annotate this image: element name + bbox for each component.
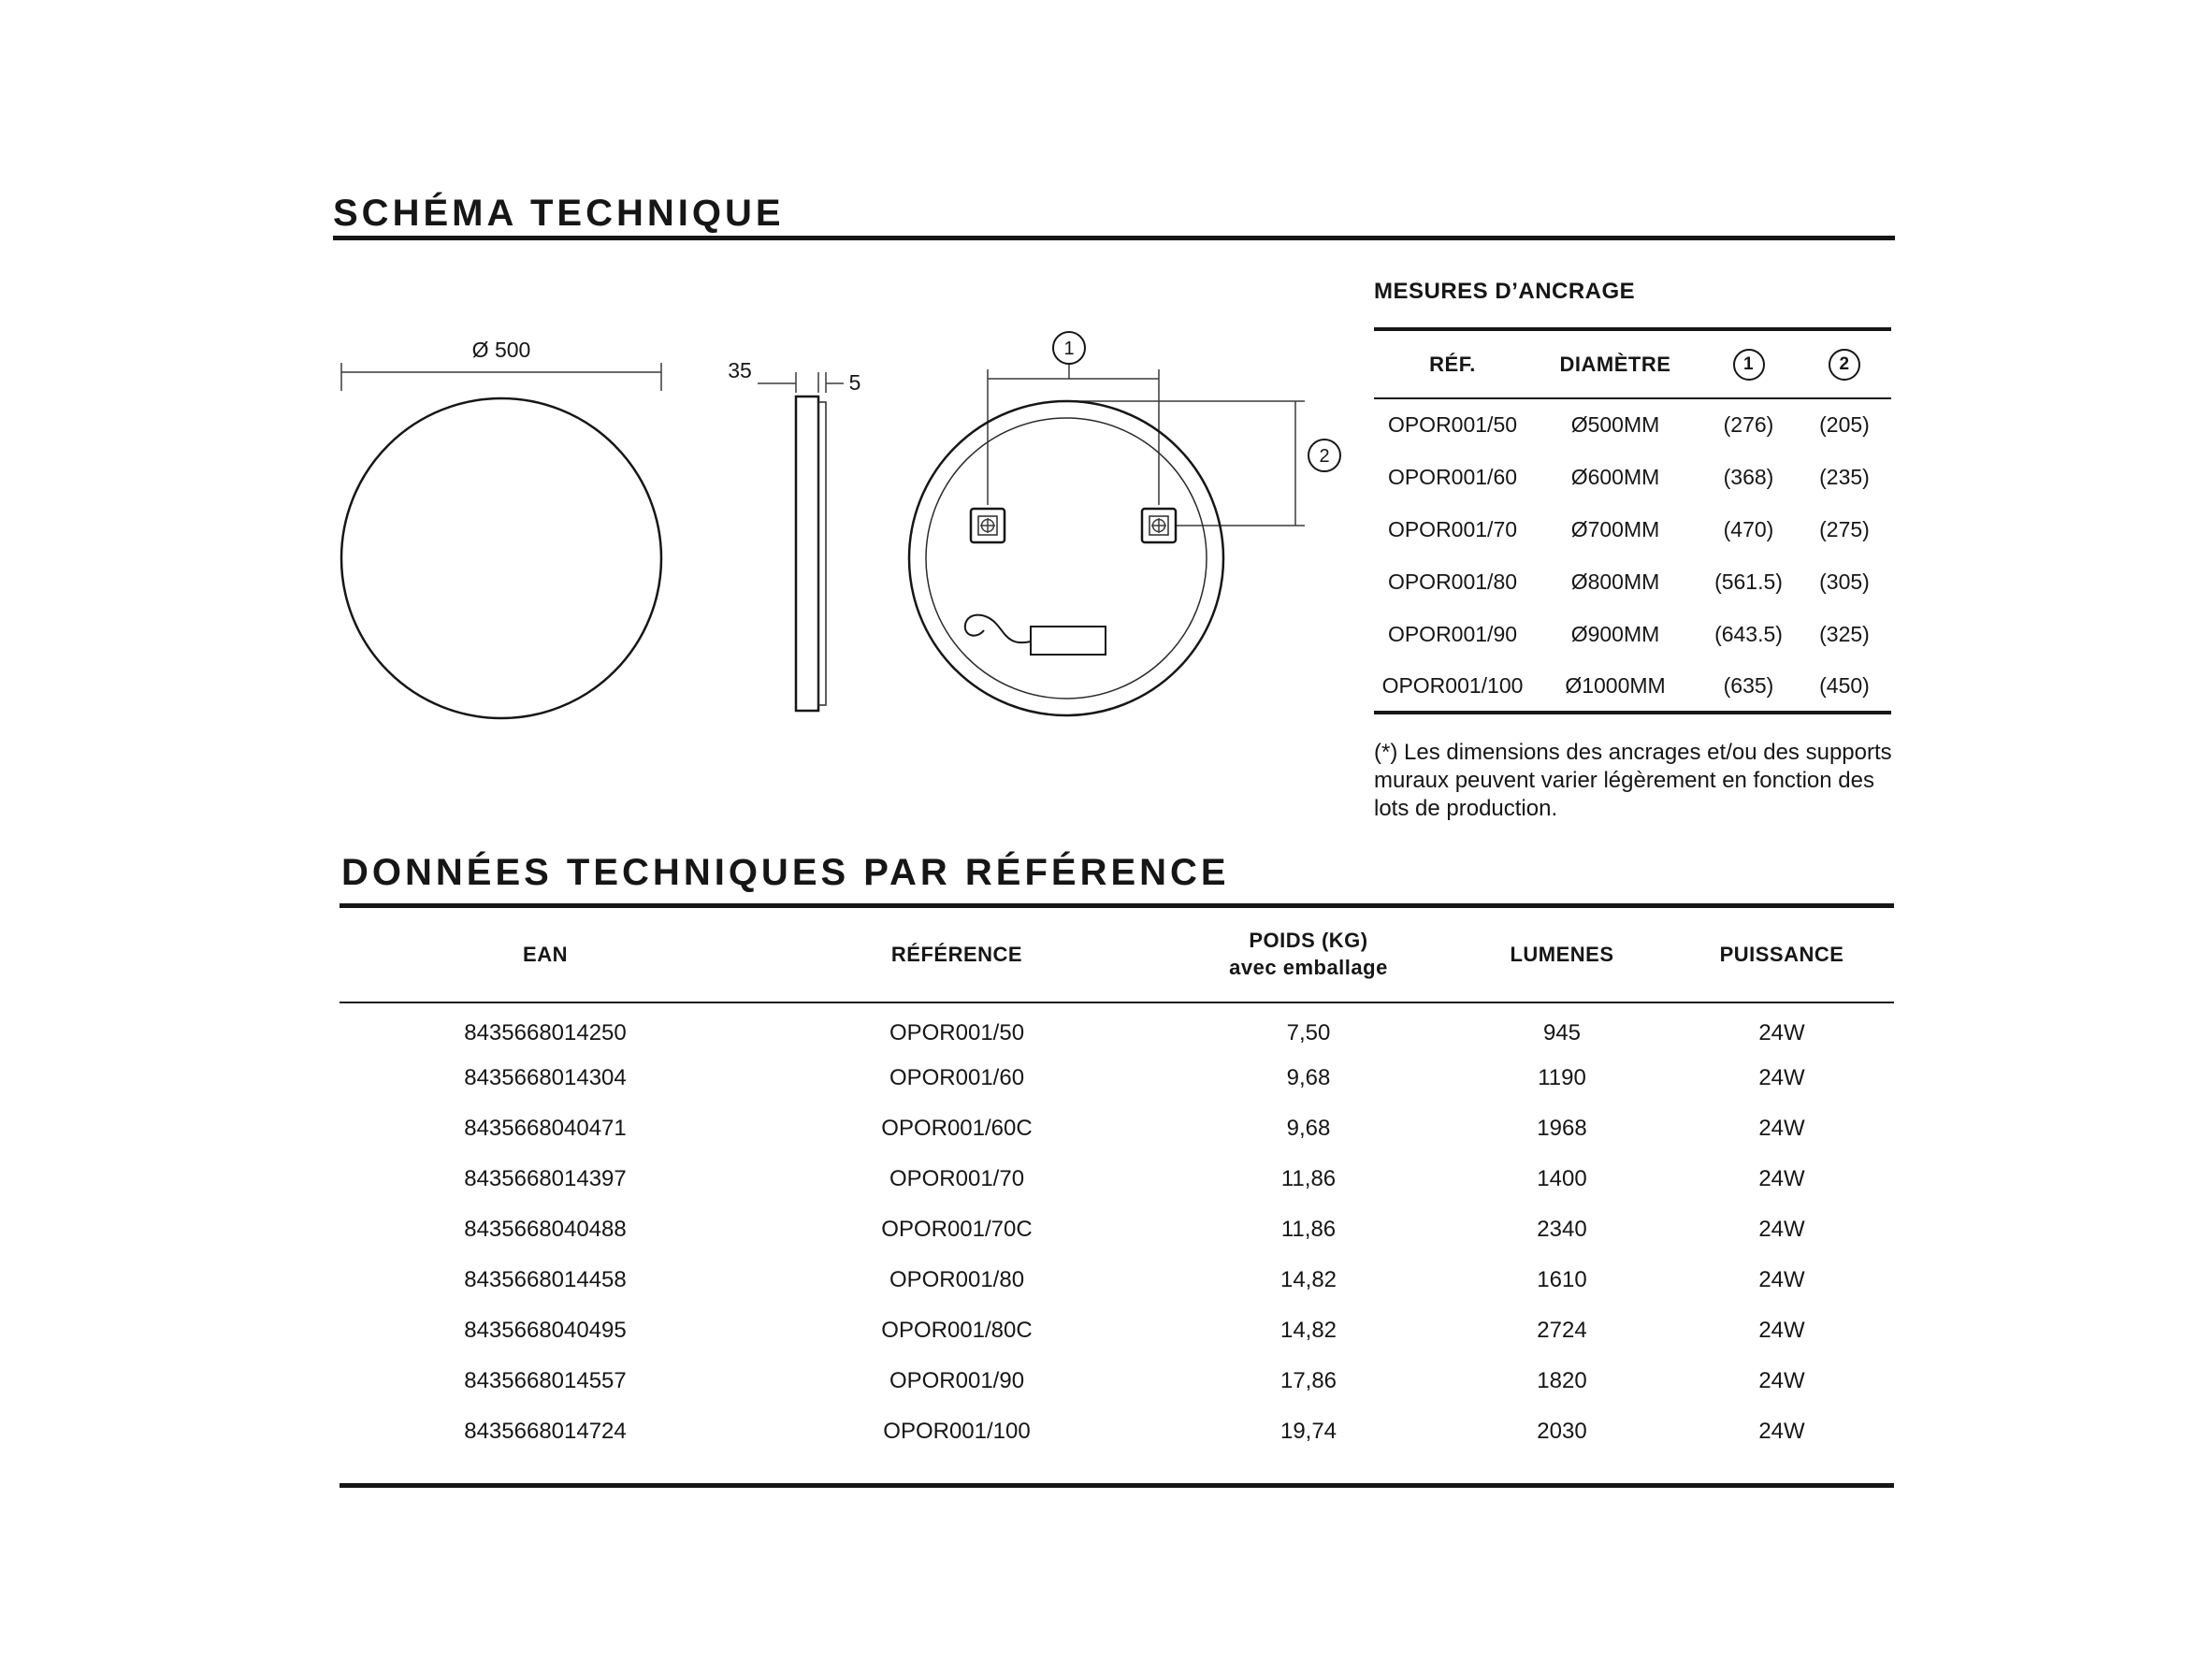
reference-cell: OPOR001/90	[889, 1368, 1025, 1393]
weight-cell: 17,86	[1279, 1368, 1337, 1393]
reference-cell: OPOR001/80C	[881, 1318, 1033, 1343]
col-header-ean: EAN	[340, 908, 751, 1002]
callout-1-label: 1	[1063, 339, 1075, 359]
col-header-poids-line2: avec emballage	[1229, 956, 1388, 979]
lumens-cell: 1610	[1537, 1267, 1587, 1292]
power-cell: 24W	[1758, 1065, 1805, 1090]
anchor-bracket-right	[1142, 509, 1176, 542]
side-depth-label: 35	[728, 358, 752, 382]
section-title-schema-technique: SCHÉMA TECHNIQUE	[333, 193, 785, 234]
table-row	[1374, 608, 1891, 660]
front-diameter-label: Ø 500	[471, 338, 531, 362]
dim1-cell: (561.5)	[1714, 569, 1783, 594]
weight-cell: 11,86	[1280, 1166, 1337, 1191]
ref-cell: OPOR001/50	[1387, 412, 1518, 437]
ean-cell: 8435668014458	[464, 1267, 627, 1292]
dim1-cell: (276)	[1723, 412, 1774, 437]
anchor-col-1	[1699, 329, 1798, 398]
dim2-cell: (450)	[1819, 672, 1870, 698]
ean-cell: 8435668040495	[464, 1318, 627, 1343]
lumens-cell: 2030	[1537, 1419, 1587, 1444]
table-row	[340, 1255, 1894, 1305]
weight-cell: 9,68	[1286, 1065, 1331, 1090]
ean-cell: 8435668014557	[464, 1368, 627, 1393]
lumens-cell: 1400	[1537, 1166, 1587, 1191]
table-row	[340, 1103, 1894, 1154]
back-view-inner-circle	[926, 418, 1207, 699]
side-glass-label: 5	[848, 370, 861, 395]
callout-2-label: 2	[1319, 446, 1330, 467]
power-cell: 24W	[1758, 1217, 1805, 1242]
reference-cell: OPOR001/100	[883, 1419, 1031, 1444]
lumens-cell: 1968	[1537, 1116, 1587, 1141]
technical-drawing	[318, 309, 1403, 776]
table-row	[1374, 555, 1891, 608]
anchor-measures-block	[1374, 279, 1891, 714]
dim2-cell: (325)	[1819, 621, 1870, 646]
dim2-cell: (235)	[1819, 464, 1870, 489]
ean-cell: 8435668014397	[464, 1166, 627, 1191]
table-row	[340, 1305, 1894, 1356]
dim1-cell: (368)	[1723, 464, 1774, 489]
lumens-cell: 2340	[1537, 1217, 1587, 1242]
ref-cell: OPOR001/100	[1381, 672, 1524, 698]
ref-cell: OPOR001/90	[1387, 621, 1518, 646]
callout-2-badge: 2	[1829, 349, 1860, 381]
weight-cell: 9,68	[1286, 1116, 1331, 1141]
diameter-cell: Ø600MM	[1570, 464, 1660, 489]
col-header-poids	[1163, 908, 1454, 1002]
lumens-cell: 1820	[1537, 1368, 1587, 1393]
dim1-cell: (470)	[1723, 516, 1774, 541]
table-row	[340, 1406, 1894, 1457]
ref-cell: OPOR001/70	[1387, 516, 1518, 541]
reference-cell: OPOR001/50	[889, 1019, 1025, 1045]
power-cell: 24W	[1758, 1419, 1805, 1444]
table-row	[340, 1204, 1894, 1255]
power-cell: 24W	[1758, 1116, 1805, 1141]
ean-cell: 8435668014250	[464, 1019, 627, 1045]
tech-table-header-row	[340, 908, 1894, 1002]
diameter-cell: Ø700MM	[1570, 516, 1660, 541]
reference-cell: OPOR001/80	[889, 1267, 1025, 1292]
table-row	[340, 1356, 1894, 1406]
table-row	[340, 1154, 1894, 1204]
table-row	[1374, 660, 1891, 713]
weight-cell: 19,74	[1279, 1419, 1337, 1444]
diameter-cell: Ø900MM	[1570, 621, 1660, 646]
table-row	[1374, 503, 1891, 555]
anchor-col-2	[1798, 329, 1891, 398]
table-row	[1374, 451, 1891, 503]
lumens-cell: 945	[1542, 1019, 1582, 1045]
anchor-measures-table	[1374, 327, 1891, 714]
table-row	[1374, 398, 1891, 451]
back-view-outer-circle	[909, 401, 1223, 715]
weight-cell: 14,82	[1279, 1318, 1337, 1343]
power-cable	[965, 615, 1031, 643]
dim2-cell: (275)	[1819, 516, 1870, 541]
ean-cell: 8435668040488	[464, 1217, 627, 1242]
diameter-cell: Ø1000MM	[1565, 672, 1666, 698]
anchor-bracket-left	[971, 509, 1005, 542]
col-header-reference: RÉFÉRENCE	[751, 908, 1163, 1002]
ref-cell: OPOR001/80	[1387, 569, 1518, 594]
anchor-measures-title: MESURES D’ANCRAGE	[1374, 279, 1636, 304]
power-cell: 24W	[1758, 1019, 1805, 1045]
ean-cell: 8435668014304	[464, 1065, 627, 1090]
driver-box	[1031, 627, 1106, 655]
lumens-cell: 2724	[1537, 1318, 1587, 1343]
reference-cell: OPOR001/70	[889, 1166, 1025, 1191]
callout-1-badge: 1	[1733, 349, 1765, 381]
power-cell: 24W	[1758, 1318, 1805, 1343]
dim2-cell: (305)	[1819, 569, 1870, 594]
weight-cell: 7,50	[1286, 1019, 1331, 1045]
anchor-footnote: (*) Les dimensions des ancrages et/ou des supports muraux peuvent varier légèrement en fonction des lots de production.	[1374, 740, 1892, 821]
front-view-circle	[341, 398, 661, 718]
reference-cell: OPOR001/60	[889, 1065, 1025, 1090]
diameter-cell: Ø500MM	[1570, 412, 1660, 437]
col-header-lumenes: LUMENES	[1454, 908, 1670, 1002]
ref-cell: OPOR001/60	[1387, 464, 1518, 489]
technical-data-table	[340, 908, 1894, 1457]
dim2-cell: (205)	[1819, 412, 1870, 437]
power-cell: 24W	[1758, 1368, 1805, 1393]
ean-cell: 8435668014724	[464, 1419, 627, 1444]
technical-data-block	[340, 903, 1894, 1488]
power-cell: 24W	[1758, 1166, 1805, 1191]
diameter-cell: Ø800MM	[1570, 569, 1660, 594]
weight-cell: 11,86	[1280, 1217, 1337, 1242]
dim1-cell: (635)	[1723, 672, 1774, 698]
dim1-cell: (643.5)	[1714, 621, 1783, 646]
col-header-puissance: PUISSANCE	[1670, 908, 1894, 1002]
anchor-col-diameter: DIAMÈTRE	[1531, 329, 1699, 398]
lumens-cell: 1190	[1538, 1065, 1586, 1090]
power-cell: 24W	[1758, 1267, 1805, 1292]
section-title-donnees-techniques: DONNÉES TECHNIQUES PAR RÉFÉRENCE	[341, 852, 1230, 893]
ean-cell: 8435668040471	[464, 1116, 627, 1141]
section1-rule	[333, 236, 1895, 240]
table-row	[340, 1053, 1894, 1103]
reference-cell: OPOR001/70C	[881, 1217, 1033, 1242]
table-row	[340, 1002, 1894, 1053]
anchor-table-header-row	[1374, 329, 1891, 398]
side-profile-frame	[796, 396, 818, 711]
weight-cell: 14,82	[1279, 1267, 1337, 1292]
col-header-poids-line1: POIDS (KG)	[1249, 929, 1368, 953]
anchor-col-ref: RÉF.	[1374, 329, 1531, 398]
reference-cell: OPOR001/60C	[881, 1116, 1033, 1141]
